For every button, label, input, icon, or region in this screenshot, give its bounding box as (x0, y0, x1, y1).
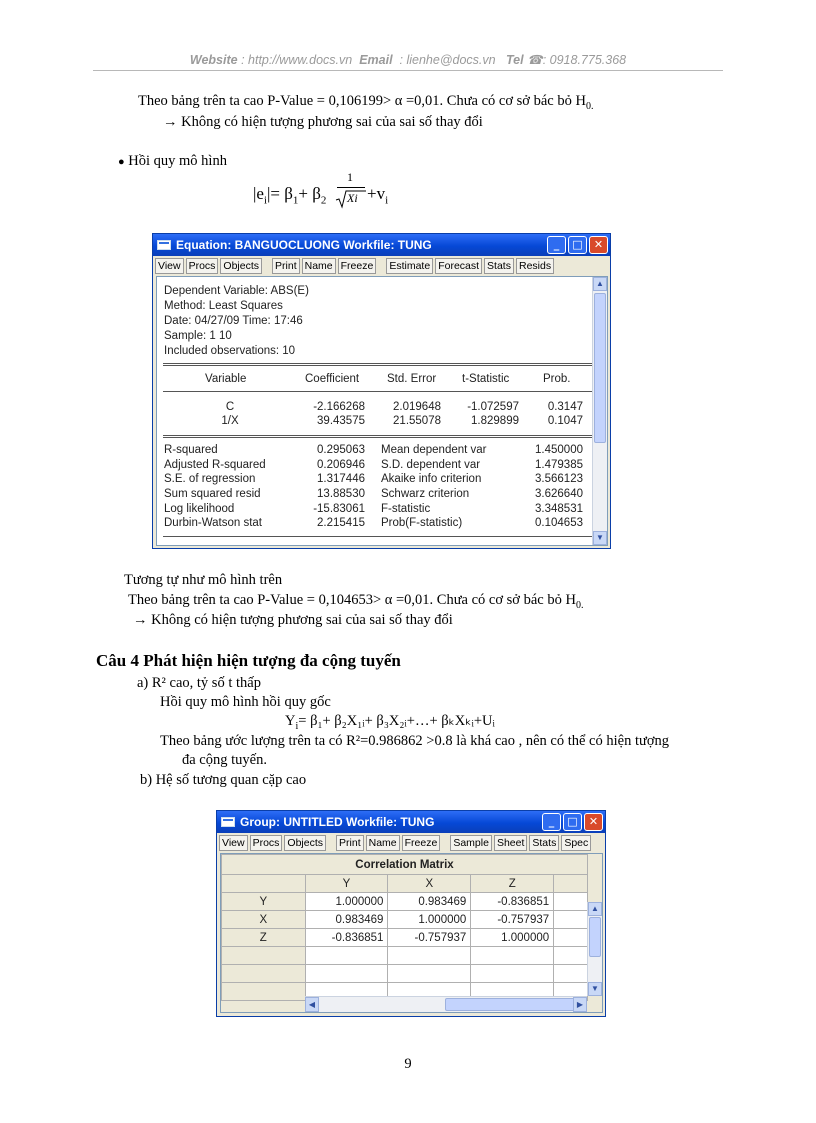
matrix-title: Correlation Matrix (222, 855, 588, 875)
objects-button[interactable]: Objects (284, 835, 326, 851)
divider (163, 536, 595, 537)
table-cell[interactable]: -0.836851 (471, 893, 554, 911)
item-a-note: Theo bảng ước lượng trên ta có R²=0.986862 >0.8 là khá cao , nên có thể có hiện tượng (160, 733, 670, 749)
scroll-left-icon[interactable]: ◀ (305, 997, 319, 1012)
scroll-thumb[interactable] (594, 293, 606, 443)
column-header[interactable]: Y (305, 875, 388, 893)
column-header[interactable]: X (388, 875, 471, 893)
stats-button[interactable]: Stats (529, 835, 559, 851)
conclusion-text-2: → Không có hiện tượng phương sai của sai số thay đổi (133, 612, 453, 628)
scroll-down-icon[interactable]: ▼ (593, 531, 607, 545)
original-model-formula: $Y_i= \beta_1+$ β₂X₁ᵢ+ β₃X₂ᵢ+…+ βₖXₖᵢ+Uᵢ (285, 713, 495, 732)
sample-button[interactable]: Sample (450, 835, 492, 851)
correlation-pane (220, 853, 603, 1013)
table-cell[interactable]: 1.000000 (471, 929, 554, 947)
row-header[interactable]: X (222, 911, 306, 929)
vertical-scrollbar[interactable] (592, 277, 607, 545)
group-window[interactable] (216, 810, 606, 1017)
bullet-item: ● Hồi quy mô hình (118, 153, 227, 169)
procs-button[interactable]: Procs (250, 835, 283, 851)
spec-button[interactable]: Spec (561, 835, 591, 851)
phone-icon: ☎ (527, 53, 543, 67)
minimize-icon[interactable]: _ (547, 236, 566, 254)
table-row (222, 911, 588, 929)
item-a-text: Hồi quy mô hình hồi quy gốc (160, 694, 331, 710)
scroll-down-icon[interactable]: ▼ (588, 982, 602, 996)
table-cell[interactable]: 0.983469 (388, 893, 471, 911)
close-icon[interactable]: ✕ (589, 236, 608, 254)
row-header[interactable]: Y (222, 893, 306, 911)
freeze-button[interactable]: Freeze (338, 258, 377, 274)
equation-titlebar[interactable]: Equation: BANGUOCLUONG Workfile: TUNG _ □ ✕ (153, 234, 610, 256)
regression-formula: $|e_i|= \beta_1+ \beta_2$ 1 Xi $+v_i$ (253, 172, 403, 212)
print-button[interactable]: Print (336, 835, 364, 851)
objects-button[interactable]: Objects (220, 258, 262, 274)
bullet-icon: ● (118, 156, 125, 168)
divider (163, 363, 595, 366)
table-row-empty (222, 947, 588, 965)
forecast-button[interactable]: Forecast (435, 258, 482, 274)
similar-model-text: Tương tự như mô hình trên (124, 572, 283, 588)
table-cell[interactable]: -0.757937 (388, 929, 471, 947)
scroll-thumb[interactable] (445, 998, 575, 1011)
divider (163, 391, 595, 392)
correlation-table (221, 854, 588, 1001)
maximize-icon[interactable]: □ (563, 813, 582, 831)
window-app-icon (157, 240, 171, 250)
name-button[interactable]: Name (366, 835, 400, 851)
item-a-label: a) R² cao, tỷ số t thấp (137, 675, 261, 691)
page-header: Website : http://www.docs.vn Email : lienhe@docs.vn Tel ☎: 0918.775.368 (189, 53, 627, 67)
scroll-right-icon[interactable]: ▶ (573, 997, 587, 1012)
divider (163, 435, 595, 438)
minimize-icon[interactable]: _ (542, 813, 561, 831)
table-header-row (222, 875, 588, 893)
equation-output: Dependent Variable: ABS(E) Method: Least Squares Date: 04/27/09 Time: 17:46 Sample: 1 10 Included observations: 10 Variable Coefficient Std. Error t-Statistic Prob. C -2.166268 2.019648 -1.072597 0.3147 1/X 39.43575 21.55078 1.829899 0.1047 R-squared 0.295063 Mean dependent var 1.450000 Adjusted R-squared 0.206946 S.D. dependent var 1.479385 S.E. of regression 1.317446 Akaike info criterion 3.566123 Sum squared resid 13.88530 Schwarz criterion 3.626640 Log likelihood -15.83061 F-statistic 3.348531 Durbin-Watson stat 2.215415 Prob(F-statistic) 0.104653 ▲ ▼ (156, 276, 608, 546)
maximize-icon[interactable]: □ (568, 236, 587, 254)
pvalue-text-1: Theo bảng trên ta cao P-Value = 0,106199> α =0,01. Chưa có cơ sở bác bỏ $H_{0.}$ (138, 93, 594, 112)
view-button[interactable]: View (219, 835, 248, 851)
scroll-up-icon[interactable]: ▲ (588, 902, 602, 916)
print-button[interactable]: Print (272, 258, 300, 274)
column-header[interactable]: Z (471, 875, 554, 893)
pvalue-text-2: Theo bảng trên ta cao P-Value = 0,104653> α =0,01. Chưa có cơ sở bác bỏ $H_{0.}$ (128, 592, 584, 611)
table-cell[interactable]: 1.000000 (388, 911, 471, 929)
sheet-button[interactable]: Sheet (494, 835, 527, 851)
table-cell[interactable]: 1.000000 (305, 893, 388, 911)
header-divider (93, 70, 723, 71)
name-button[interactable]: Name (302, 258, 336, 274)
vertical-scrollbar[interactable] (587, 902, 602, 996)
table-cell[interactable]: -0.757937 (471, 911, 554, 929)
table-cell[interactable]: 0.983469 (305, 911, 388, 929)
equation-toolbar (153, 256, 610, 276)
section-title: Câu 4 Phát hiện hiện tượng đa cộng tuyến (96, 651, 401, 670)
page-number: 9 (404, 1056, 412, 1072)
group-titlebar[interactable]: Group: UNTITLED Workfile: TUNG _ □ ✕ (217, 811, 605, 833)
group-toolbar (217, 833, 605, 853)
scroll-thumb[interactable] (589, 917, 601, 957)
procs-button[interactable]: Procs (186, 258, 219, 274)
stats-button[interactable]: Stats (484, 258, 514, 274)
table-row (222, 929, 588, 947)
conclusion-text-1: → Không có hiện tượng phương sai của sai số thay đổi (163, 114, 483, 130)
resids-button[interactable]: Resids (516, 258, 554, 274)
row-header[interactable]: Z (222, 929, 306, 947)
table-row (222, 893, 588, 911)
table-row-empty (222, 965, 588, 983)
close-icon[interactable]: ✕ (584, 813, 603, 831)
freeze-button[interactable]: Freeze (402, 835, 441, 851)
view-button[interactable]: View (155, 258, 184, 274)
horizontal-scrollbar[interactable] (305, 996, 587, 1012)
estimate-button[interactable]: Estimate (386, 258, 433, 274)
item-b-label: b) Hệ số tương quan cặp cao (140, 772, 307, 788)
item-a-note-cont: đa cộng tuyến. (182, 752, 267, 768)
equation-window[interactable] (152, 233, 611, 549)
window-app-icon (221, 817, 235, 827)
table-cell[interactable]: -0.836851 (305, 929, 388, 947)
scroll-up-icon[interactable]: ▲ (593, 277, 607, 291)
